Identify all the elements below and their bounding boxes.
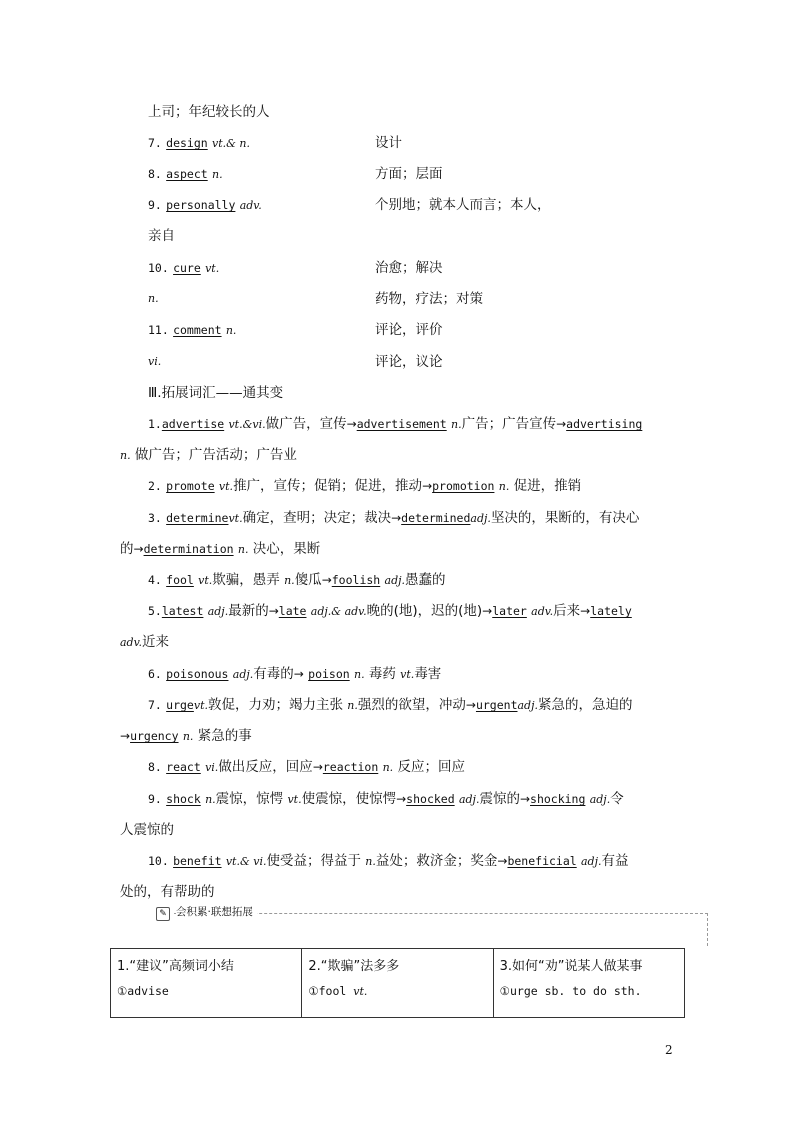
arrow-icon: → [482, 604, 493, 618]
ext-item-1-cont: n. 做广告；广告活动；广告业 [120, 447, 297, 463]
vocab-word: personally [166, 198, 236, 212]
arrow-icon: → [465, 698, 476, 712]
summary-cell-title: 3.如何“劝”说某人做某事 [499, 959, 643, 974]
vocab-word: aspect [166, 167, 208, 181]
table-row [111, 949, 685, 1018]
vocab-meaning-8: 方面；层面 [375, 166, 443, 182]
ext-item-2: 2. promote vt.推广，宣传；促销；促进，推动→promotion n. 促进，推销 [148, 478, 582, 494]
banner-label: 会积累·联想拓展 [176, 904, 257, 919]
vocab-item-8: 8. aspect n. [148, 167, 223, 181]
vocab-meaning-9-cont: 亲自 [148, 228, 175, 244]
ext-item-8: 8. react vi.做出反应，回应→reaction n. 反应；回应 [148, 759, 465, 775]
ext-item-9-cont: 人震惊的 [120, 822, 174, 838]
arrow-icon: → [321, 573, 332, 587]
ext-item-7: 7. urgevt.敦促，力劝；竭力主张 n.强烈的欲望，冲动→urgentadj.紧急的，急迫的 [148, 697, 633, 713]
arrow-icon: → [497, 854, 508, 868]
vocab-pos-11b: vi. [148, 355, 162, 368]
arrow-icon: → [391, 511, 402, 525]
ext-item-3: 3. determinevt.确定，查明；决定；裁决→determinedadj.坚决的，果断的，有决心 [148, 510, 640, 526]
vocab-item-9: 9. personally adv. [148, 198, 262, 212]
vocab-pos-10b: n. [148, 292, 159, 305]
continued-line: 上司；年纪较长的人 [148, 104, 270, 120]
vocab-item-11: 11. comment n. [148, 323, 237, 337]
page-number: 2 [665, 1043, 673, 1057]
ext-item-5-cont: adv.近来 [120, 634, 170, 650]
arrow-icon: → [396, 792, 407, 806]
arrow-icon: → [556, 417, 567, 431]
ext-item-5: 5.latest adj.最新的→late adj.& adv.晚的(地)，迟的(地)→later adv.后来→lately [148, 603, 632, 619]
ext-item-6: 6. poisonous adj.有毒的→ poison n. 毒药 vt.毒害 [148, 666, 442, 682]
ext-item-4: 4. fool vt.欺骗，愚弄 n.傻瓜→foolish adj.愚蠢的 [148, 572, 446, 588]
section-banner [152, 906, 708, 946]
summary-cell-item: ①urge sb. to do sth. [499, 984, 642, 998]
summary-cell-item: ①advise [117, 984, 169, 998]
arrow-icon: → [268, 604, 279, 618]
ext-item-7-cont: →urgency n. 紧急的事 [120, 728, 252, 744]
summary-cell-3 [493, 949, 684, 1018]
summary-table [110, 948, 685, 1018]
banner-right-border [707, 913, 708, 946]
arrow-icon: → [133, 542, 144, 556]
vocab-item-7: 7. design vt.& n. [148, 136, 251, 150]
vocab-word: comment [173, 323, 222, 337]
vocab-meaning-7: 设计 [375, 135, 402, 151]
section-title: Ⅲ.拓展词汇——通其变 [148, 385, 284, 401]
vocab-meaning-11: 评论，评价 [375, 322, 443, 338]
vocab-word: cure [173, 261, 201, 275]
summary-cell-item: ①fool vt. [308, 984, 368, 998]
arrow-icon: → [120, 729, 131, 743]
arrow-icon: → [346, 417, 357, 431]
vocab-meaning-11b: 评论，议论 [375, 354, 443, 370]
vocab-item-10: 10. cure vt. [148, 261, 220, 275]
summary-cell-2 [302, 949, 493, 1018]
arrow-icon: → [519, 792, 531, 806]
summary-cell-title: 1.“建议”高频词小结 [117, 959, 234, 974]
arrow-icon: → [580, 604, 591, 618]
ext-item-10-cont: 处的，有帮助的 [120, 884, 215, 900]
book-icon: ✎ [156, 907, 170, 921]
arrow-icon: → [293, 667, 304, 681]
vocab-word: design [166, 136, 208, 150]
ext-item-10: 10. benefit vt.& vi.使受益；得益于 n.益处；救济金；奖金→beneficial adj.有益 [148, 853, 629, 869]
vocab-meaning-10: 治愈；解决 [375, 260, 443, 276]
vocab-meaning-9: 个别地；就本人而言；本人， [375, 197, 551, 213]
ext-item-1: 1.advertise vt.&vi.做广告，宣传→advertisement n.广告；广告宣传→advertising [148, 416, 643, 432]
vocab-meaning-10b: 药物，疗法；对策 [375, 291, 483, 307]
ext-item-9: 9. shock n.震惊，惊愕 vt.使震惊，使惊愕→shocked adj.震惊的→shocking adj.令 [148, 791, 624, 807]
summary-cell-title: 2.“欺骗”法多多 [308, 959, 400, 974]
summary-cell-1 [111, 949, 302, 1018]
arrow-icon: → [312, 760, 323, 774]
arrow-icon: → [422, 479, 433, 493]
ext-item-3-cont: 的→determination n. 决心，果断 [120, 541, 321, 557]
